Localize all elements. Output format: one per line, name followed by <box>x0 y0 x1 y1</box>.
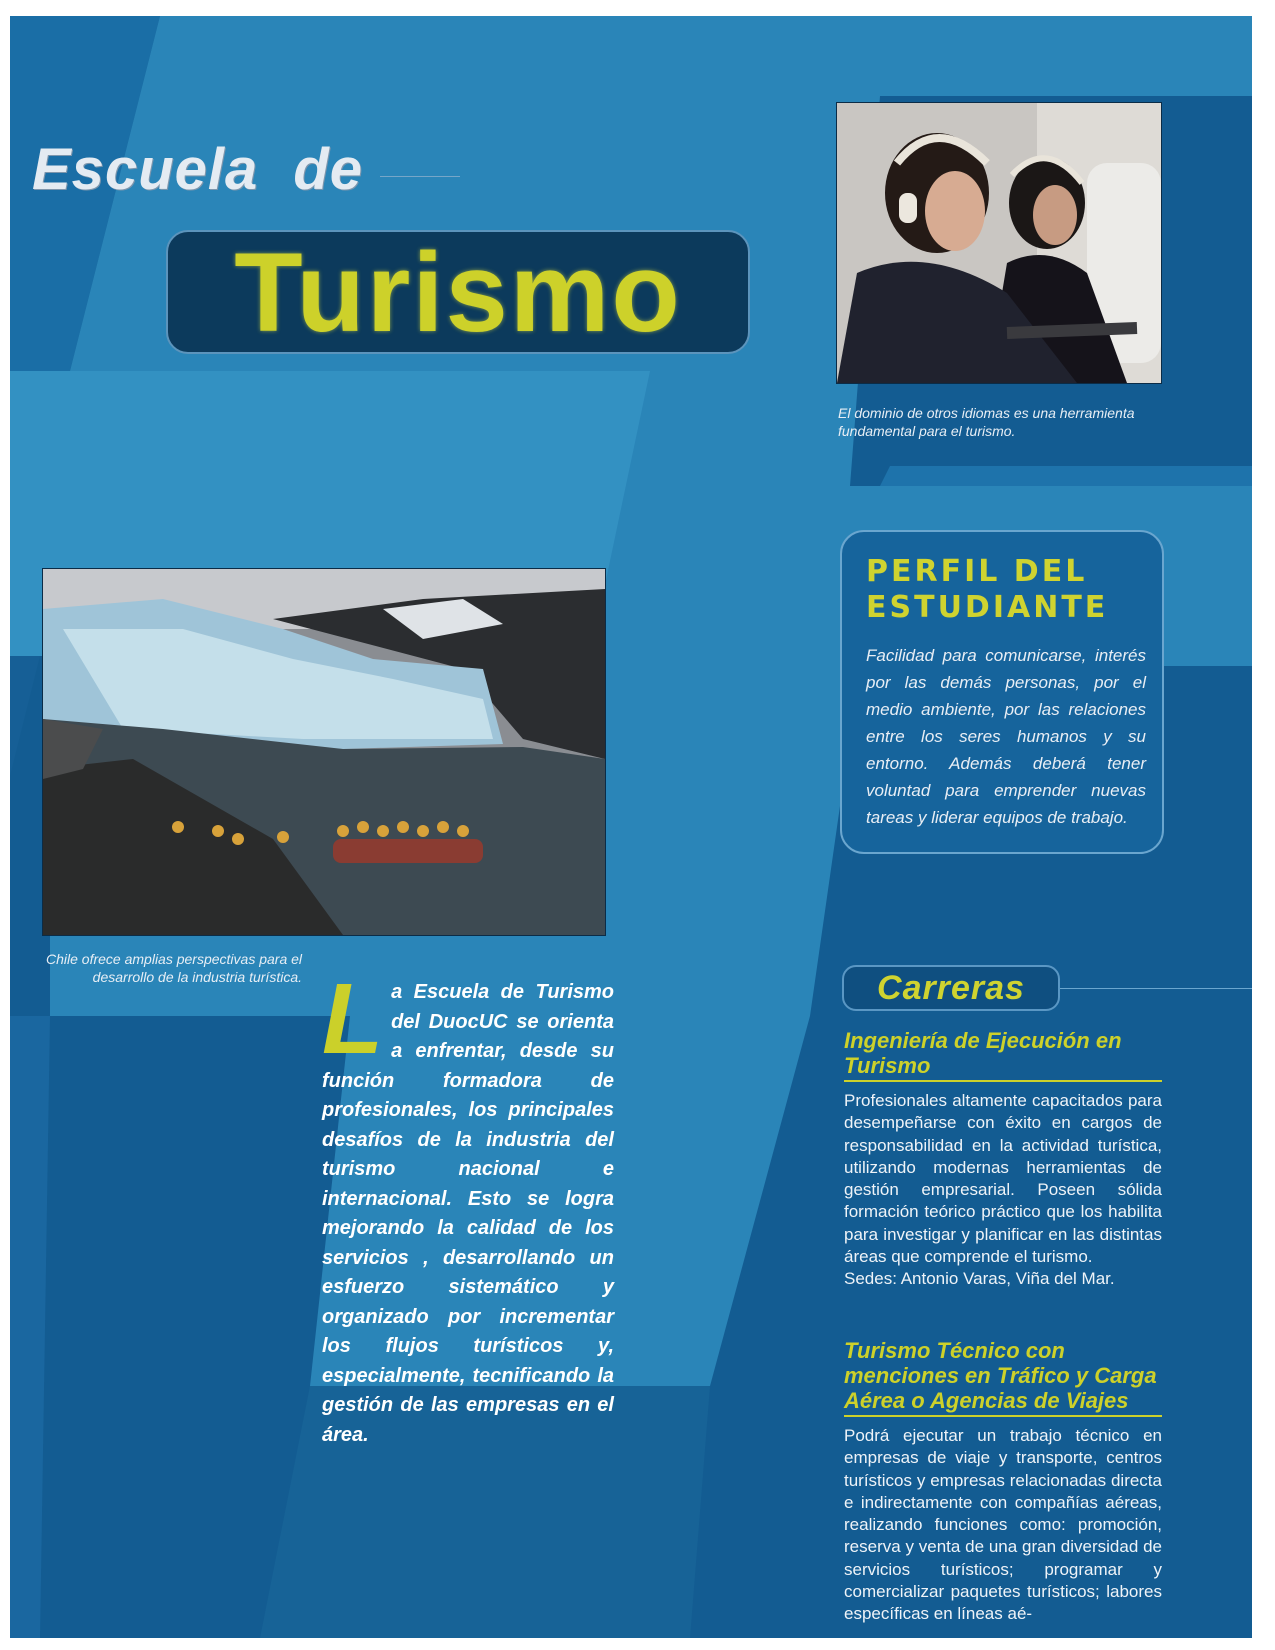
carreras-rule <box>1060 988 1252 989</box>
caption-call-center: El dominio de otros idiomas es una herramienta fundamental para el turismo. <box>838 405 1135 439</box>
career-sedes: Sedes: Antonio Varas, Viña del Mar. <box>844 1269 1115 1289</box>
title-box <box>166 230 750 354</box>
title-escuela-de: Escuela de <box>32 137 364 202</box>
carreras-label: Carreras <box>877 968 1025 1007</box>
brochure-page <box>10 16 1252 1638</box>
perfil-title: PERFIL DEL ESTUDIANTE <box>866 554 1109 625</box>
dropcap-letter: L <box>322 963 384 1075</box>
career-text: Podrá ejecutar un trabajo técnico en empresas de viaje y transporte, centros turísticos y empresas relacionadas directa e indirectamente con compañías aéreas, realizando funciones como: promoción, reserva y venta de una gran diversidad de servicios turísticos; programar y comercializar paquetes turísticos; labores específicas en líneas aé- <box>844 1426 1162 1624</box>
title-rule <box>380 176 460 177</box>
photo-call-center <box>836 102 1162 384</box>
call-center-image <box>837 103 1161 383</box>
career-description: Profesionales altamente capacitados para desempeñarse con éxito en cargos de responsabilidad en la actividad turística, utilizando modernas herramientas de gestión empresarial. Poseen sólida formación teórico práctico que los habilita para investigar y planificar en las distintas áreas que comprende el turismo. <box>844 1091 1162 1267</box>
career-text <box>844 1090 1162 1291</box>
title-turismo: Turismo <box>234 229 682 355</box>
career-item <box>844 1028 1162 1291</box>
intro-paragraph <box>322 963 614 1450</box>
carreras-heading <box>842 965 1060 1011</box>
intro-text: a Escuela de Turismo del DuocUC se orienta a enfrentar, desde su función formadora de profesionales, los principales desafíos de la industria del turismo nacional e internacional. Esto se logra mejorando la calidad de los servicios , desarrollando un esfuerzo sistemático y organizado por incrementar los flujos turísticos y, especialmente, tecnificando la gestión de las empresas en el área. <box>322 981 614 1446</box>
career-title: Turismo Técnico con menciones en Tráfico y Carga Aérea o Agencias de Viajes <box>844 1338 1162 1417</box>
career-item <box>844 1338 1162 1626</box>
glacier-image <box>43 569 605 935</box>
career-title: Ingeniería de Ejecución en Turismo <box>844 1028 1162 1082</box>
photo-glacier <box>42 568 606 936</box>
perfil-box <box>840 530 1164 854</box>
caption-glacier: Chile ofrece amplias perspectivas para el desarrollo de la industria turística. <box>46 951 303 985</box>
perfil-text: Facilidad para comunicarse, interés por las demás personas, por el medio ambiente, por las relaciones entre los seres humanos y su entorno. Además deberá tener voluntad para emprender nuevas tareas y liderar equipos de trabajo. <box>866 646 1146 827</box>
